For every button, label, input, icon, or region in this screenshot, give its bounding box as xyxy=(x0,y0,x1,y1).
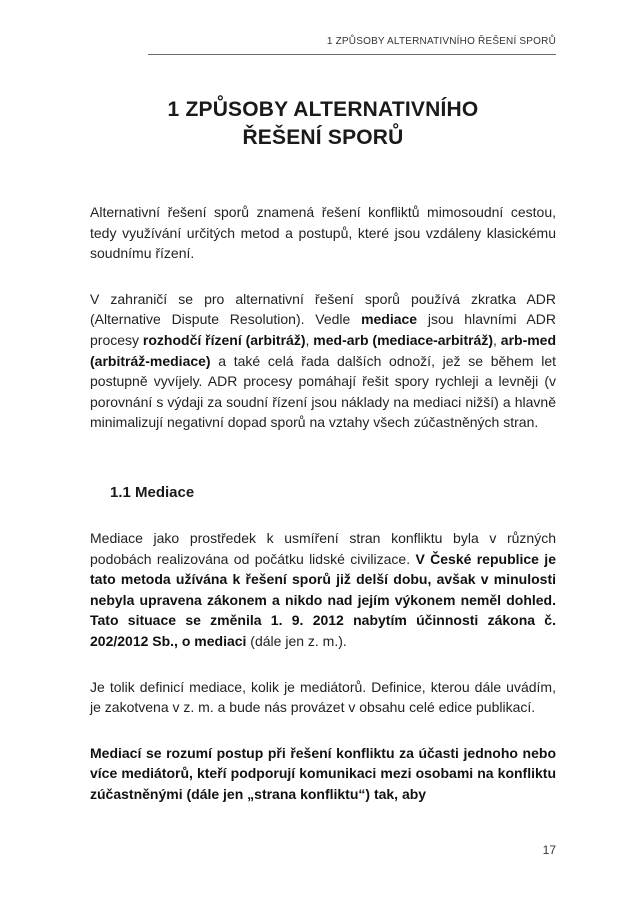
paragraph-definition-bold xyxy=(90,743,556,805)
paragraph-adr-text-e: , xyxy=(305,331,314,348)
paragraph-adr-text-i: a také celá řada dalších odnoží, jež se během let postupně vyvíjely. ADR procesy pomáhají řešit spory rychleji a levněji (v porovnání s výdaji za soudní řízení jsou náklady na mediaci nižší) a hlavně minimalizují negativní dopad sporů na vztahy všech zúčastněných stran. xyxy=(90,352,556,431)
paragraph-adr-term-mediace: mediace xyxy=(361,311,418,328)
definition-bold-text: Mediací se rozumí postup při řešení konfliktu za účasti jednoho nebo více mediátorů, kteří podporují komunikaci mezi osobami na konfliktu zúčastněnými (dále jen „strana konfliktu“) tak, aby xyxy=(90,744,556,802)
paragraph-adr-text-c: jsou hlavními ADR procesy xyxy=(90,311,556,348)
paragraph-adr-term-arbitraz: rozhodčí řízení (arbitráž) xyxy=(142,331,306,348)
paragraph-adr-text-a: V zahraničí se pro alternativní řešení sporů používá zkratka ADR (Alternative Dispute Resolution). Vedle xyxy=(90,290,556,328)
chapter-title-line-2: ŘEŠENÍ SPORŮ xyxy=(242,126,404,149)
chapter-title-line-1: 1 ZPŮSOBY ALTERNATIVNÍHO xyxy=(167,98,479,121)
paragraph-history-text-a: Mediace jako prostředek k usmíření stran konfliktu byla v různých podobách realizována od počátku lidské civilizace. xyxy=(90,529,556,567)
paragraph-adr xyxy=(90,289,556,433)
paragraph-history-text-c: (dále jen z. m.). xyxy=(246,632,347,649)
running-header-title: 1 ZPŮSOBY ALTERNATIVNÍHO ŘEŠENÍ SPORŮ xyxy=(326,36,556,47)
paragraph-mediace-history xyxy=(90,528,556,652)
paragraph-adr-text-g: , xyxy=(493,331,501,348)
body-text xyxy=(90,202,556,829)
chapter-title xyxy=(90,96,556,152)
paragraph-history-bold: V České republice je tato metoda užívána k řešení sporů již delší dobu, avšak v minulosti nebyla upravena zákonem a nikdo nad jejím výkonem neměl dohled. Tato situace se změnila 1. 9. 2012 nabytím účinnosti zákona č. 202/2012 Sb., o mediaci xyxy=(90,550,556,649)
page-number: 17 xyxy=(542,843,556,857)
paragraph-adr-term-med-arb: med-arb (mediace-arbitráž) xyxy=(313,331,493,348)
paragraph-definitions: Je tolik definicí mediace, kolik je mediátorů. Definice, kterou dále uvádím, je zakotvena v z. m. a bude nás provázet v obsahu celé edice publikací. xyxy=(90,678,556,716)
running-header xyxy=(148,36,556,55)
paragraph-intro: Alternativní řešení sporů znamená řešení konfliktů mimosoudní cestou, tedy využívání určitých metod a postupů, které jsou vzdáleny klasickému soudnímu řízení. xyxy=(90,204,556,262)
paragraph-adr-term-arb-med: arb-med (arbitráž-mediace) xyxy=(90,331,557,369)
section-heading-mediace: 1.1 Mediace xyxy=(110,483,195,501)
